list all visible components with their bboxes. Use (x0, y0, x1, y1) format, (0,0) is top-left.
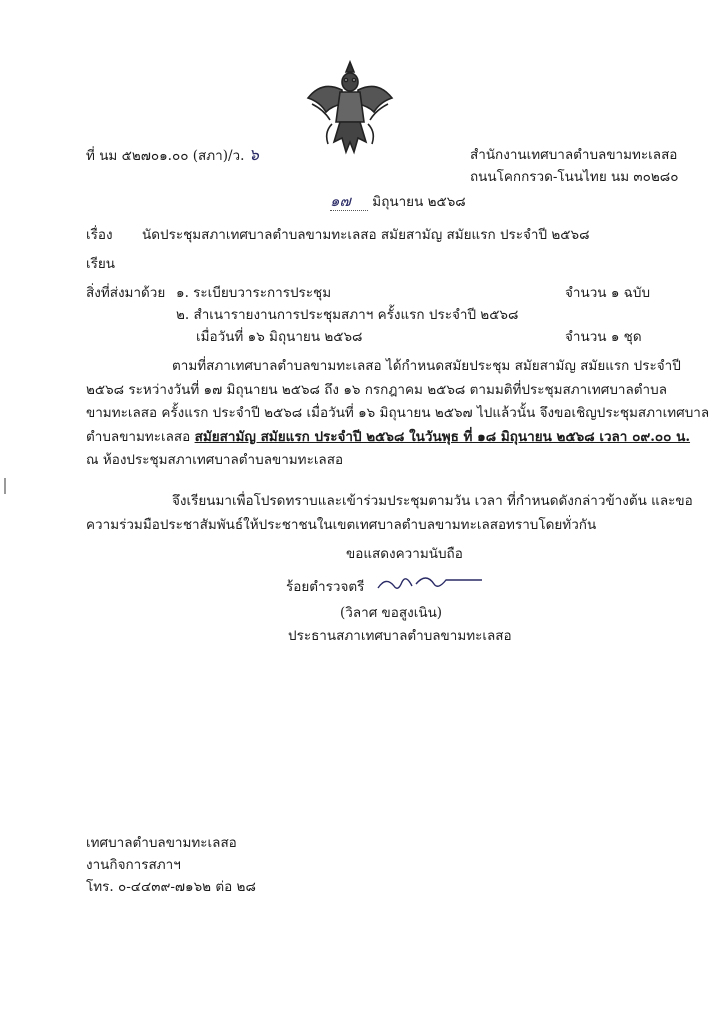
signer-position: ประธานสภาเทศบาลตำบลขามทะเลสอ (288, 628, 512, 644)
office-name: สำนักงานเทศบาลตำบลขามทะเลสอ (470, 147, 678, 163)
body-paragraph-1: ตามที่สภาเทศบาลตำบลขามทะเลสอ ได้กำหนดสมัยประชุม สมัยสามัญ สมัยแรก ประจำปี ๒๕๖๘ ระหว่างวันที่ ๑๗ มิถุนายน ๒๕๖๘ ถึง ๑๖ กรกฎาคม ๒๕๖๘ ตามมติที่ประชุมสภาเทศบาลตำบล ขามทะเลสอ ครั้งแรก ประจำปี ๒๕๖๘ เมื่อวันที่ ๑๖ มิถุนายน ๒๕๖๗ ไปแล้วนั้น จึงขอเชิญประชุมสภาเทศบาล ตำบลขามทะเลสอ สมัยสามัญ สมัยแรก ประจำปี ๒๕๖๘ ในวันพุธ ที่ ๑๘ มิถุนายน ๒๕๖๘ เวลา ๐๙.๐๐ น. ณ ห้องประชุมสภาเทศบาลตำบลขามทะเลสอ (86, 358, 710, 468)
body-paragraph-2: จึงเรียนมาเพื่อโปรดทราบและเข้าร่วมประชุมตามวัน เวลา ที่กำหนดดังกล่าวข้างต้น และขอ ความร่วมมือประชาสัมพันธ์ให้ประชาชนในเขตเทศบาลตำบลขามทะเลสอทราบโดยทั่วกัน (86, 493, 693, 533)
letter-date: ๑๗ มิถุนายน ๒๕๖๘ (330, 192, 466, 210)
footer-phone: โทร. ๐-๔๔๓๙-๗๑๖๒ ต่อ ๒๘ (86, 879, 256, 895)
signer-rank: ร้อยตำรวจตรี (286, 579, 365, 595)
office-address: ถนนโคกกรวด-โนนไทย นม ๓๐๒๘๐ (470, 169, 679, 185)
reference-handwritten: ๖ (248, 145, 259, 164)
reference-number: ที่ นม ๕๒๗๐๑.๐๐ (สภา)/ว. ๖ (86, 145, 259, 164)
enclosure-quantity: จำนวน ๑ ฉบับ (565, 285, 651, 301)
subject-label: เรื่อง (86, 227, 113, 243)
signature-icon (372, 568, 492, 598)
date-day-handwritten: ๑๗ (330, 192, 368, 211)
enclosure-item: ๑. ระเบียบวาระการประชุม (176, 285, 332, 301)
scan-mark (4, 478, 6, 494)
enclosure-item: ๒. สำเนารายงานการประชุมสภาฯ ครั้งแรก ประจำปี ๒๕๖๘ (176, 307, 519, 323)
enclosure-item-date: เมื่อวันที่ ๑๖ มิถุนายน ๒๕๖๘ (196, 329, 363, 345)
footer-department: งานกิจการสภาฯ (86, 857, 181, 873)
enclosure-quantity: จำนวน ๑ ชุด (565, 329, 642, 345)
footer-organization: เทศบาลตำบลขามทะเลสอ (86, 835, 237, 851)
closing-regards: ขอแสดงความนับถือ (346, 546, 463, 562)
subject-text: นัดประชุมสภาเทศบาลตำบลขามทะเลสอ สมัยสามัญ สมัยแรก ประจำปี ๒๕๖๘ (142, 227, 590, 243)
salutation-label: เรียน (86, 256, 116, 272)
meeting-datetime: สมัยสามัญ สมัยแรก ประจำปี ๒๕๖๘ ในวันพุธ ที่ ๑๘ มิถุนายน ๒๕๖๘ เวลา ๐๙.๐๐ น. (194, 428, 691, 445)
enclosures-label: สิ่งที่ส่งมาด้วย (86, 285, 166, 301)
signer-name: (วิลาศ ขอสูงเนิน) (340, 605, 443, 621)
garuda-emblem-icon (302, 58, 398, 158)
